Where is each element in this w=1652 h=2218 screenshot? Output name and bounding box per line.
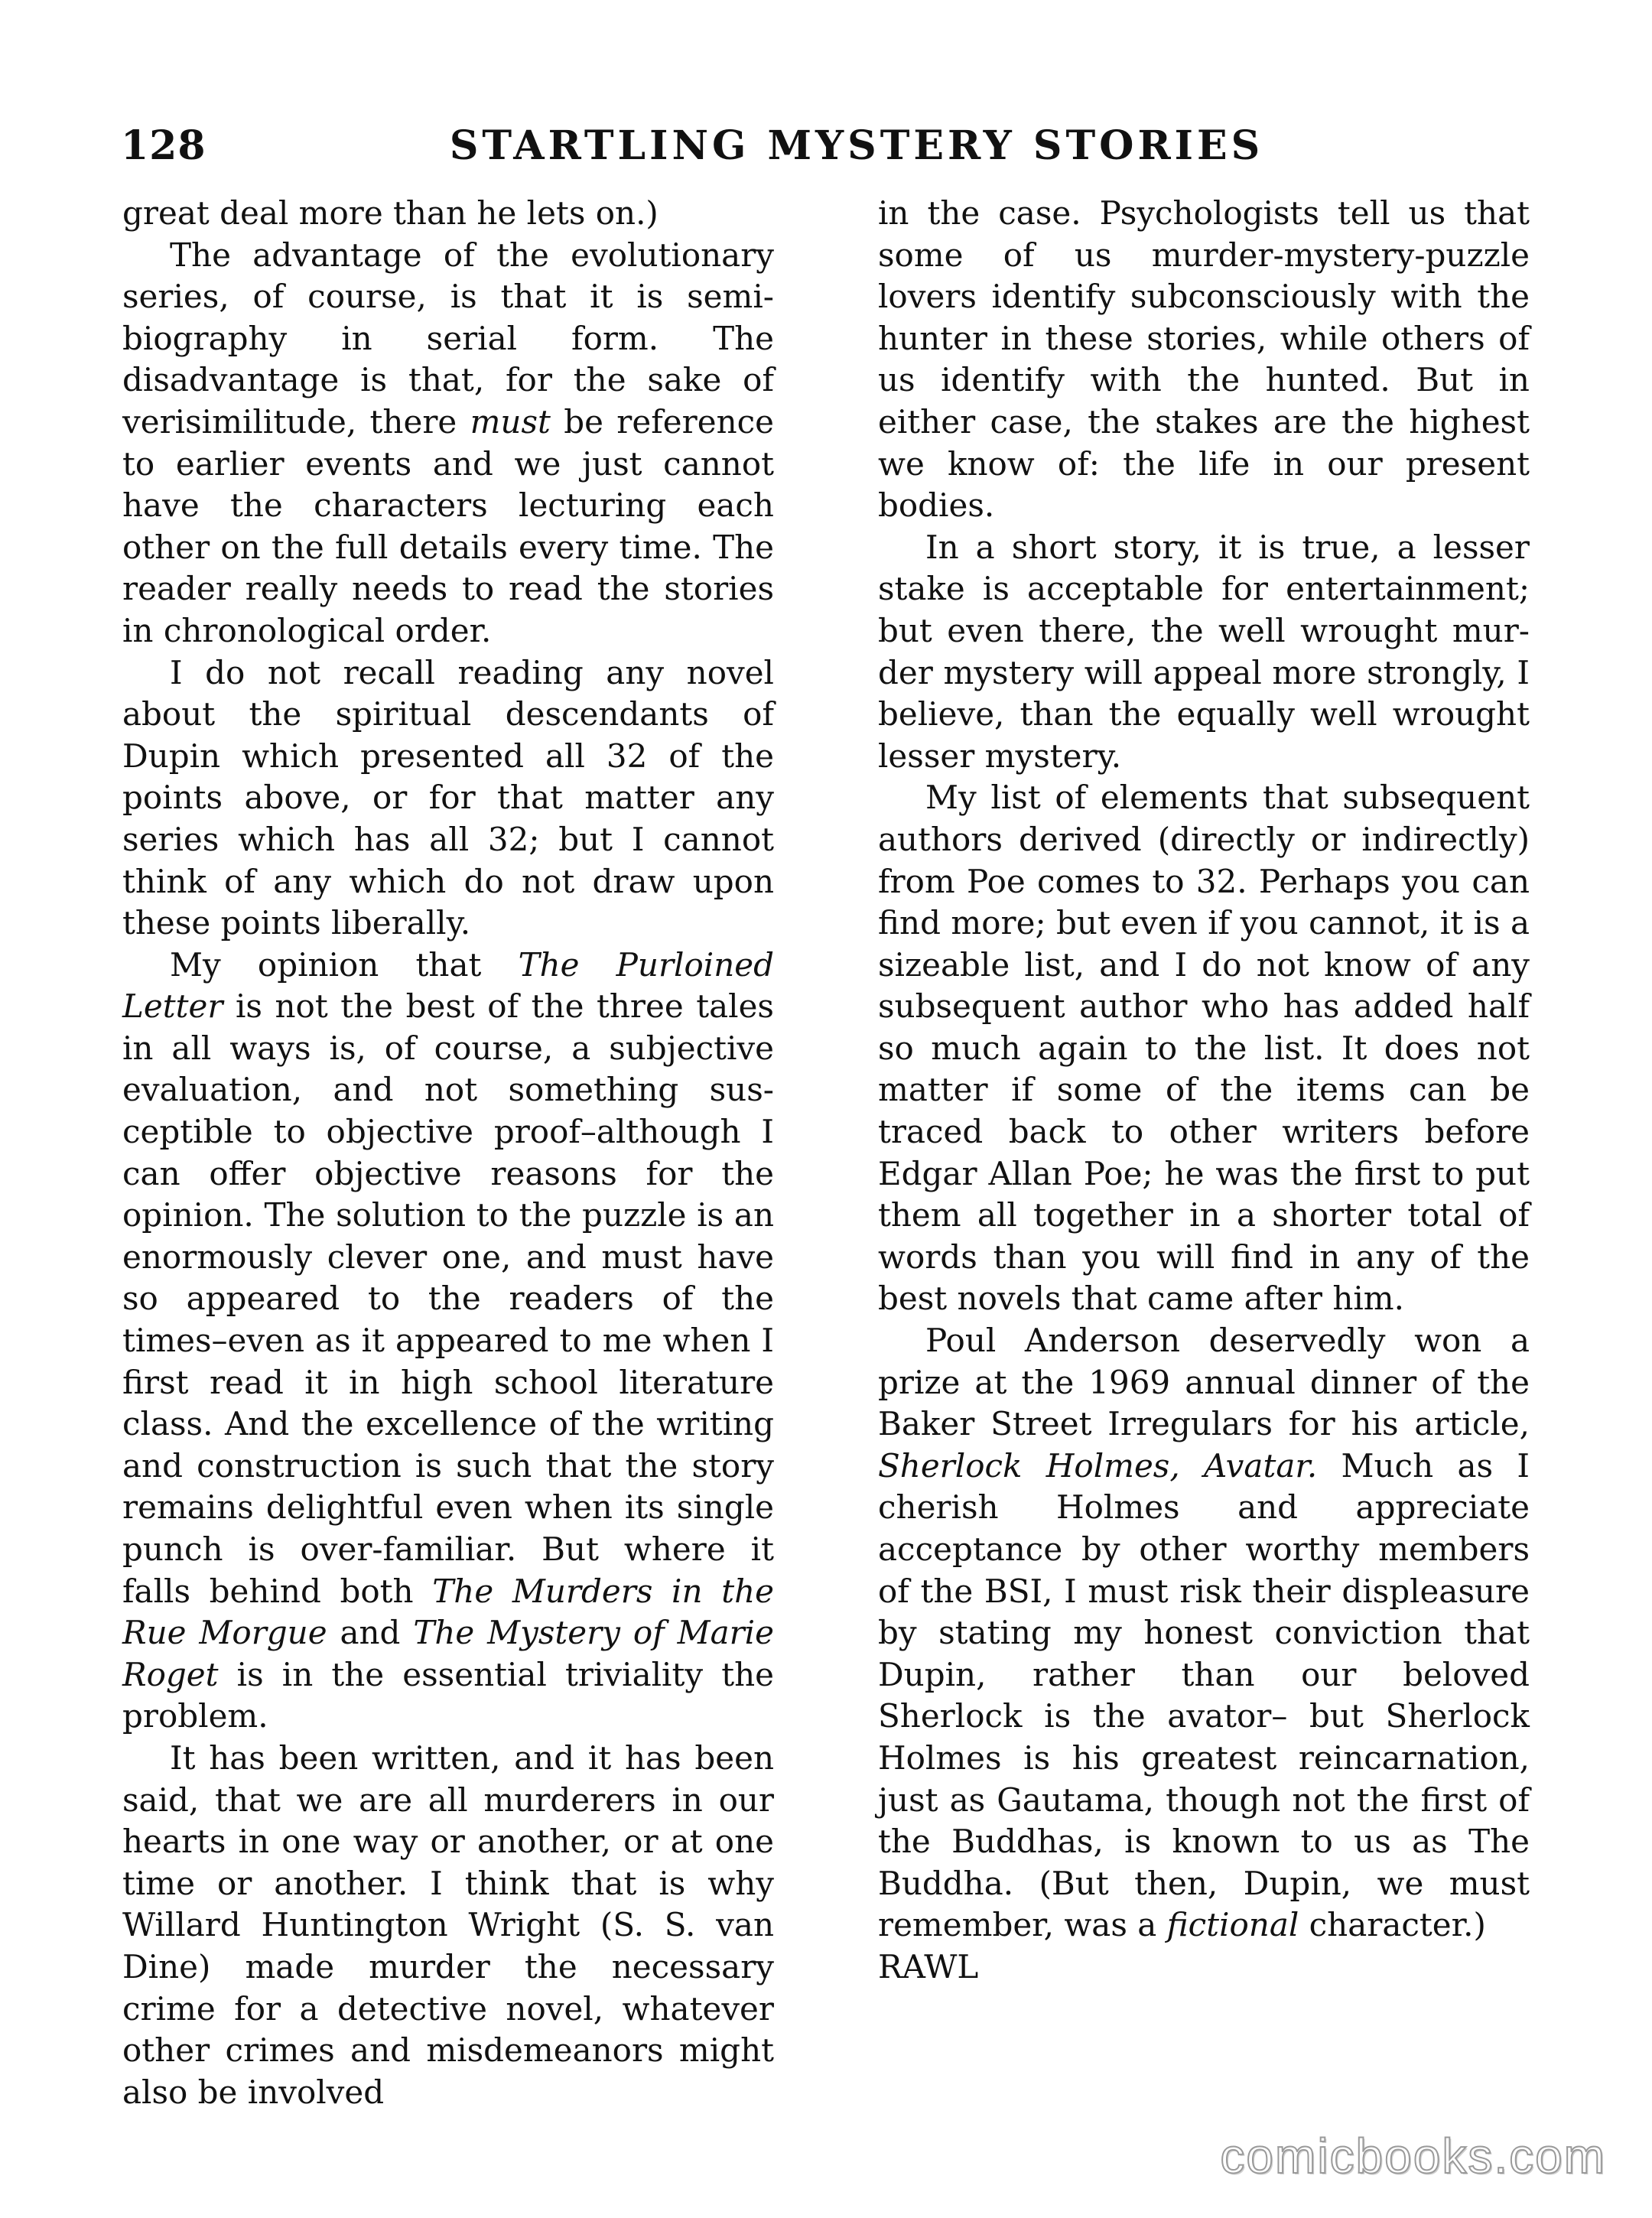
paragraph (122, 235, 774, 652)
paragraph-text: is not the best of the three tales in all ways is, of course, a subjective evaluation, and not something susceptible to objective proof–although I can offer objective reasons for the opinion. The solution to the puzzle is an enormously clever one, and must have so appeared to the readers of the times–even as it appeared to me when I first read it in high school literature class. And the excellence of the writing and construction is such that the story remains delightful even when its single punch is over-familiar. But where it falls behind both (122, 987, 774, 1610)
right-column (878, 193, 1530, 1989)
watermark-logo: comicbooks.com (1220, 2129, 1606, 2184)
book-title: The Murders in the Rue Morgue (122, 1572, 774, 1652)
paragraph: I do not recall reading any novel about the spiritual descendants of Dupin which presented all 32 of the points above, or for that matter any series which has all 32; but I cannot think of any which do not draw upon these points liberally. (122, 653, 774, 942)
paragraph: great deal more than he lets on.) (122, 194, 659, 232)
author-signature: RAWL (878, 1947, 979, 1985)
paragraph (878, 1320, 1530, 1946)
paragraph-text: Much as I cherish Holmes and appreciate acceptance by other worthy members of the BSI, I must risk their displeasure by stating my honest conviction that Dupin, rather than our beloved Sherlock is the avator– but Sherlock Holmes is his greatest reincarnation, just as Gautama, though not the first of the Buddhas, is known to us as The Buddha. (But then, Dupin, we must remember, was a (878, 1446, 1530, 1944)
paragraph-text: My opinion that (170, 945, 519, 984)
paragraph-text: character.) (1299, 1906, 1486, 1944)
paragraph-text: is in the essential triviality the problem. (122, 1655, 774, 1735)
book-title: The Mystery of Marie Roget (122, 1614, 774, 1693)
article-title: Sherlock Holmes, Avatar. (878, 1446, 1318, 1485)
paragraph: It has been written, and it has been said, that we are all murderers in our hearts in one way or another, or at one time or another. I think that is why Willard Huntington Wright (S. S. van Dine) made murder the necessary crime for a detective novel, whatever other crimes and misdemeanors might also be involved (122, 1738, 774, 2111)
paragraph-text: Poul Anderson deservedly won a prize at the 1969 annual dinner of the Baker Street Irregulars for his article, (878, 1322, 1530, 1443)
book-title: The Purloined Letter (122, 945, 774, 1026)
paragraph: in the case. Psychologists tell us that some of us murder-mystery-puzzle lovers identify subconsciously with the hunter in these stories, while others of us identify with the hunted. But in either case, the stakes are the highest we know of: the life in our present bodies. (878, 194, 1530, 525)
italic-emphasis: must (470, 402, 551, 441)
paragraph-text: be reference to earlier events and we just cannot have the characters lecturing each other on the full details every time. The reader really needs to read the stories in chronological order. (122, 402, 774, 649)
paragraph: In a short story, it is true, a lesser stake is acceptable for entertainment; but even there, the well wrought murder mystery will appeal more strongly, I believe, than the equally well wrought lesser mystery. (878, 528, 1530, 775)
italic-emphasis: fictional (1166, 1906, 1299, 1944)
paragraph-text: The advantage of the evolutionary series, of course, is that it is semi-biography in serial form. The disadvantage is that, for the sake of verisimilitude, there (122, 236, 774, 441)
paragraph: My list of elements that subsequent authors derived (directly or indirectly) from Poe comes to 32. Perhaps you can find more; but even if you cannot, it is a sizeable list, and I do not know of any subsequent author who has added half so much again to the list. It does not matter if some of the items can be traced back to other writers before Edgar Allan Poe; he was the first to put them all together in a shorter total of words than you will find in any of the best novels that came after him. (878, 779, 1530, 1318)
page-number: 128 (121, 122, 206, 169)
left-column (122, 193, 774, 2113)
running-head: STARTLING MYSTERY STORIES (449, 122, 1264, 169)
paragraph-text: and (327, 1614, 414, 1652)
paragraph (122, 945, 774, 1738)
